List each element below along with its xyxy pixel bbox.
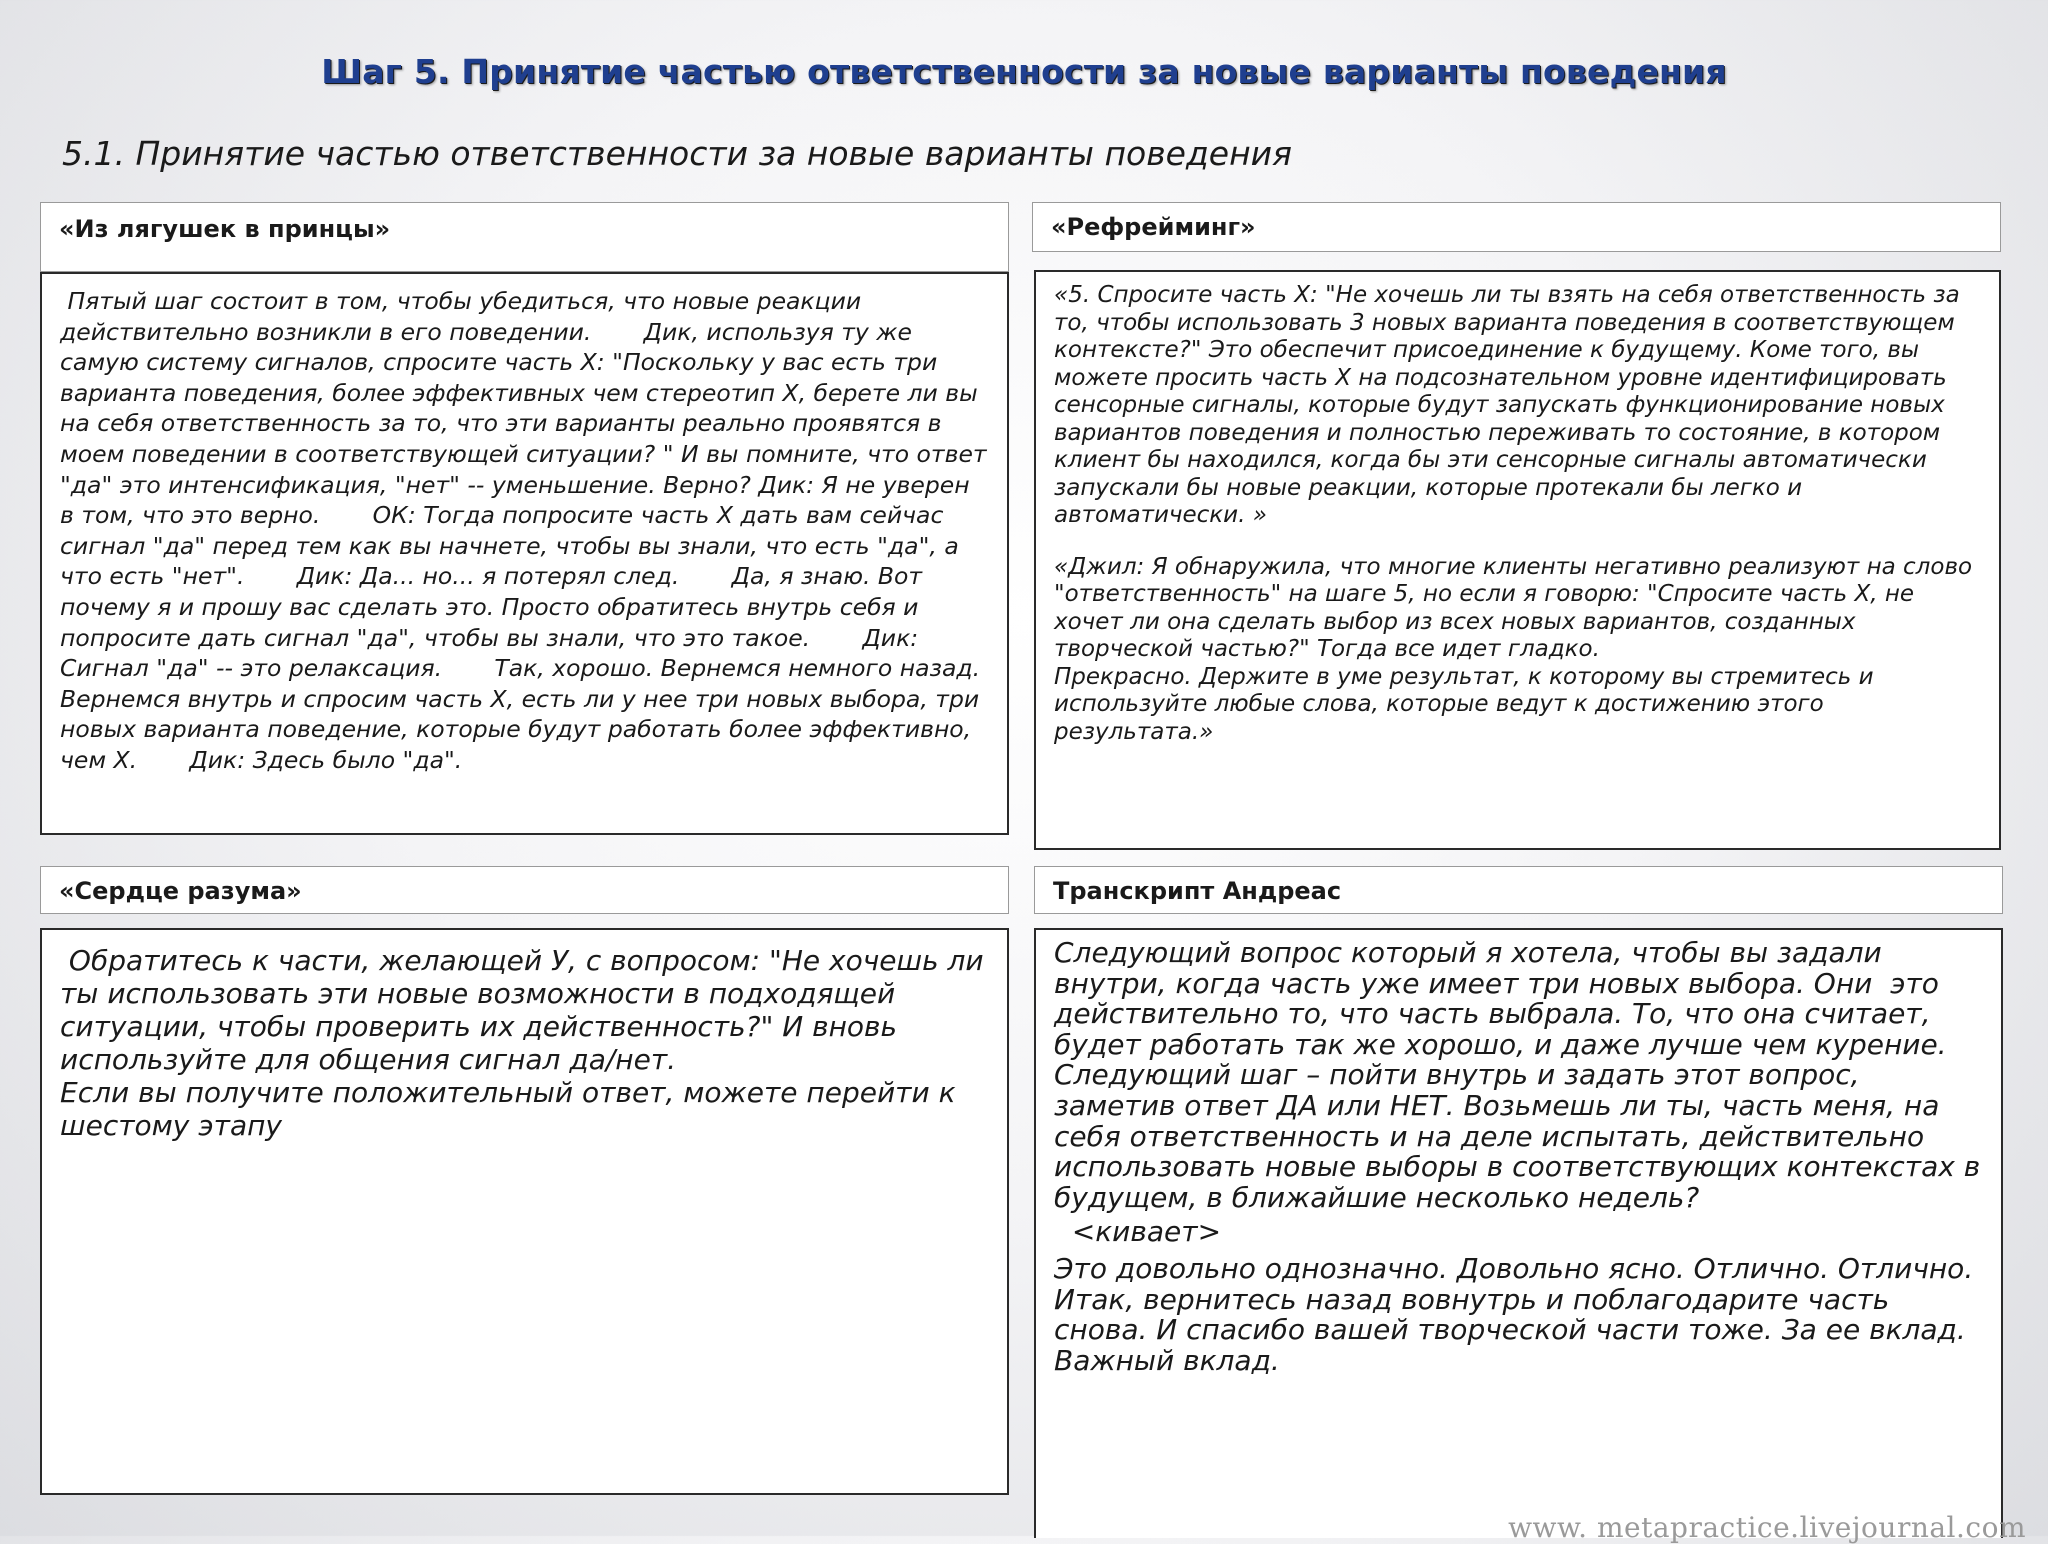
andreas-paragraph-2: <кивает> xyxy=(1054,1215,1222,1249)
andreas-paragraph-1: Следующий вопрос который я хотела, чтобы вы задали внутри, когда часть уже имеет три новых выбора. Они это действительно то, что часть выбрала. То, что она считает, будет работать так же хорошо, и даже лучше чем курение. Следующий шаг – пойти внутрь и задать этот вопрос, заметив ответ ДА или НЕТ. Возьмешь ли ты, часть меня, на себя ответственность и на деле испытать, действительно использовать новые выборы в соответствующих контекстах в будущем, в ближайшие несколько недель? xyxy=(1054,936,1990,1214)
heart-box-header: «Сердце разума» xyxy=(40,866,1009,914)
andreas-box-header: Транскрипт Андреас xyxy=(1034,866,2003,914)
footer-url: www. metapractice.livejournal.com xyxy=(1508,1511,2026,1544)
andreas-box-body xyxy=(1034,928,2003,1538)
frogs-text: Пятый шаг состоит в том, чтобы убедиться, что новые реакции действительно возникли в его поведении. Дик, используя ту же самую систему сигналов, спросите часть Х: "Поскольку у вас есть три варианта поведения, более эффективных чем стереотип Х, берете ли вы на себя ответственность за то, что эти варианты реально проявятся в моем поведении в соответствующей ситуации? " И вы помните, что ответ "да" это интенсификация, "нет" -- уменьшение. Верно? Дик: Я не уверен в том, что это верно. ОК: Тогда попросите часть Х дать вам сейчас сигнал "да" перед тем как вы начнете, чтобы вы знали, что есть "да", а что есть "нет". Дик: Да... но... я потерял след. Да, я знаю. Вот почему я и прошу вас сделать это. Просто обратитесь внутрь себя и попросите дать сигнал "да", чтобы вы знали, что это такое. Дик: Сигнал "да" -- это релаксация. Так, хорошо. Вернемся немного назад. Вернемся внутрь и спросим часть Х, есть ли у нее три новых выбора, три новых варианта поведение, которые будут работать более эффективно, чем Х. Дик: Здесь было "да". xyxy=(60,287,995,774)
heart-box-body xyxy=(40,928,1009,1495)
frogs-box-body xyxy=(40,272,1009,835)
reframe-paragraph-3: Прекрасно. Держите в уме результат, к которому вы стремитесь и используйте любые слова, которые ведут к достижению этого результата.» xyxy=(1054,663,1881,745)
reframe-paragraph-1: «5. Спросите часть X: "Не хочешь ли ты взять на себя ответственность за то, чтобы использовать 3 новых варианта поведения в соответствующем контексте?" Это обеспечит присоединение к будущему. Коме того, вы можете просить часть X на подсознательном уровне идентифицировать сенсорные сигналы, которые будут запускать функционирование новых вариантов поведения и полностью переживать то состояние, в котором клиент бы находился, когда бы эти сенсорные сигналы автоматически запускали бы новые реакции, которые протекали бы легко и автоматически. » xyxy=(1054,282,1968,528)
slide-title: Шаг 5. Принятие частью ответственности за новые варианты поведения xyxy=(321,52,1727,91)
heart-paragraph-2: Если вы получите положительный ответ, можете перейти к шестому этапу xyxy=(60,1076,965,1142)
reframe-box-header: «Рефрейминг» xyxy=(1032,202,2001,252)
frogs-box-header: «Из лягушек в принцы» xyxy=(40,202,1009,272)
reframe-box-body xyxy=(1034,270,2001,850)
reframe-paragraph-2: «Джил: Я обнаружила, что многие клиенты негативно реализуют на слово "ответственность" на шаге 5, но если я говорю: "Спросите часть X, не хочет ли она сделать выбор из всех новых вариантов, созданных творческой частью?" Тогда все идет гладко. xyxy=(1054,553,1980,662)
heart-paragraph-1: Обратитесь к части, желающей У, с вопросом: "Не хочешь ли ты использовать эти новые возможности в подходящей ситуации, чтобы проверить их действенность?" И вновь используйте для общения сигнал да/нет. xyxy=(60,944,993,1076)
slide-subtitle: 5.1. Принятие частью ответственности за новые варианты поведения xyxy=(62,134,1292,173)
andreas-paragraph-3: Это довольно однозначно. Довольно ясно. Отлично. Отлично. Итак, вернитесь назад вовнутрь и поблагодарите часть снова. И спасибо вашей творческой части тоже. За ее вклад. Важный вклад. xyxy=(1054,1251,1983,1377)
